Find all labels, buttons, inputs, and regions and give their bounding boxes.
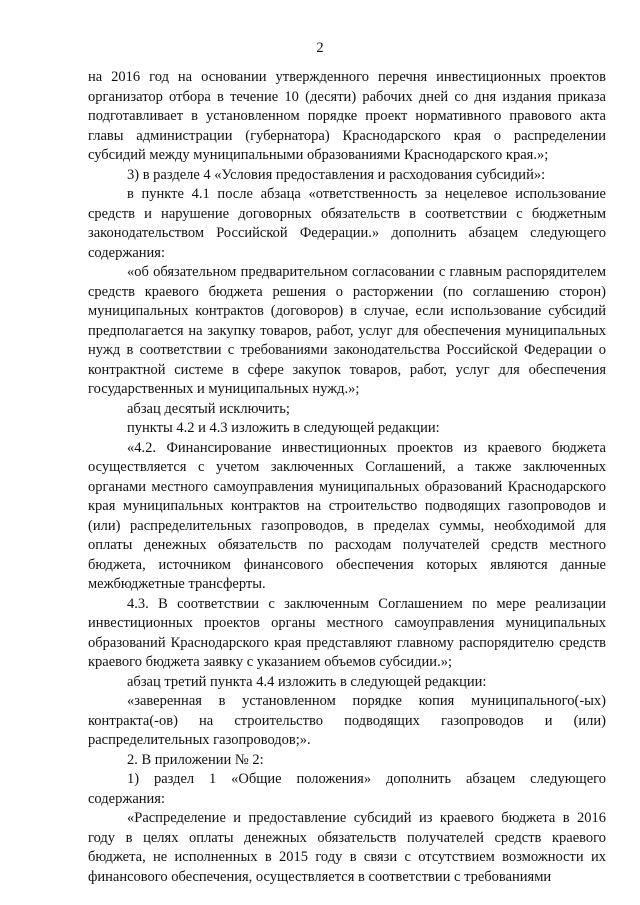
- paragraph: на 2016 год на основании утвержденного перечня инвестиционных проектов организатор отбора в течение 10 (десяти) рабочих дней со дня издания приказа подготавливает в установленном порядке проект нормативного правового акта главы администрации (губернатора) Краснодарского края о распределении субсидий между муниципальными образованиями Краснодарского края.»;: [88, 69, 606, 163]
- paragraph: в пункте 4.1 после абзаца «ответственность за нецелевое использование средств и нарушение договорных обязательств в соответствии с бюджетным законодательством Российской Федерации.» дополнить абзацем следующего содержания:: [88, 186, 606, 261]
- paragraph: «Распределение и предоставление субсидий из краевого бюджета в 2016 году в целях оплаты денежных обязательств получателей средств краевого бюджета, не исполненных в 2015 году в связи с отсутствием возможности их финансового обеспечения, осуществляется в соответствии с требованиями: [88, 810, 606, 885]
- paragraph: абзац десятый исключить;: [127, 400, 290, 417]
- paragraph: «об обязательном предварительном согласовании с главным распорядителем средств краевого бюджета решения о расторжении (по соглашению сторон) муниципальных контрактов (договоров) в случае, если использование субсидий предполагается на закупку товаров, работ, услуг для обеспечения муниципальных нужд в соответствии с требованиями законодательства Российской Федерации о контрактной системе в сфере закупок товаров, работ, услуг для обеспечения государственных и муниципальных нужд.»;: [88, 264, 606, 397]
- paragraph: абзац третий пункта 4.4 изложить в следующей редакции:: [127, 673, 487, 690]
- paragraph: пункты 4.2 и 4.3 изложить в следующей редакции:: [127, 420, 440, 436]
- page-number: 2: [316, 40, 324, 56]
- paragraph: «4.2. Финансирование инвестиционных проектов из краевого бюджета осуществляется с учетом заключенных Соглашений, а также заключенных органами местного самоуправления муниципальных образований Краснодарского края муниципальных контрактов на строительство подводящих газопроводов и (или) распределительных газопроводов, в пределах суммы, необходимой для оплаты денежных обязательств по расходам получателей средств местного бюджета, источником финансового обеспечения которых являются данные межбюджетные трансферты.: [88, 439, 606, 592]
- paragraph: 2. В приложении № 2:: [127, 751, 264, 768]
- paragraph: 4.3. В соответствии с заключенным Соглашением по мере реализации инвестиционных проектов органы местного самоуправления муниципальных образований Краснодарского края представляют главному распорядителю средств краевого бюджета заявку с указанием объемов субсидии.»;: [88, 595, 606, 670]
- paragraph: 3) в разделе 4 «Условия предоставления и расходования субсидий»:: [127, 166, 546, 183]
- paragraph: «заверенная в установленном порядке копия муниципального(-ых) контракта(-ов) на строительство подводящих газопроводов и (или) распределительных газопроводов;».: [88, 693, 606, 748]
- document-body: [88, 68, 606, 887]
- paragraph: 1) раздел 1 «Общие положения» дополнить абзацем следующего содержания:: [88, 771, 606, 807]
